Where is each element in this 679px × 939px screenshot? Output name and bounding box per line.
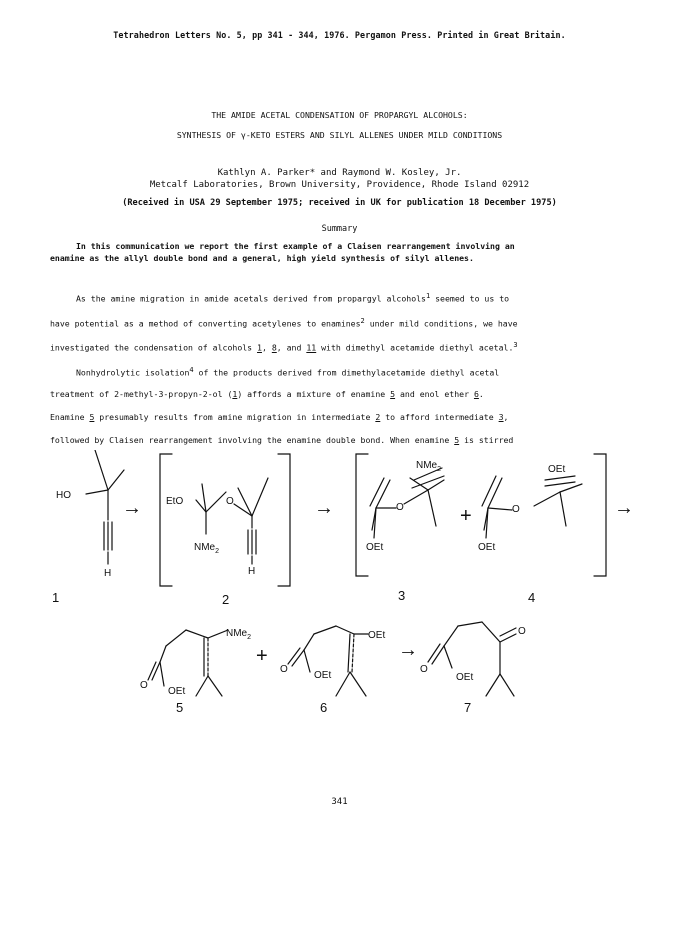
text-segment: Enamine [50, 412, 90, 422]
body-line-2 [50, 317, 518, 329]
compound-label-3: 3 [398, 588, 406, 603]
structure-7 [428, 622, 516, 696]
author-affiliation: Metcalf Laboratories, Brown University, Providence, Rhode Island 02912 [149, 180, 530, 190]
body-line-7 [50, 435, 513, 445]
label-nme2 [226, 628, 251, 641]
structure-5 [148, 630, 228, 696]
body-line-5 [50, 389, 484, 399]
text-segment: investigated the condensation of alcohols [50, 342, 258, 353]
compound-label-7: 7 [464, 700, 472, 715]
body-line-1 [76, 292, 509, 304]
compound-label-4: 4 [528, 590, 536, 605]
journal-header: Tetrahedron Letters No. 5, pp 341 - 344, 1976. Pergamon Press. Printed in Great Britain. [113, 30, 566, 40]
label-o: O [512, 504, 520, 515]
label-o: O [280, 664, 288, 675]
compound-label-1: 1 [52, 590, 60, 605]
text-segment: , [261, 342, 272, 353]
label-oet: OEt [314, 670, 332, 681]
compound-ref: 8 [271, 342, 277, 353]
compound-label-2: 2 [222, 592, 230, 607]
text-segment: have potential as a method of converting acetylenes to enamines [50, 318, 361, 329]
text-segment: under mild conditions, we have [364, 318, 518, 329]
compound-ref: 5 [390, 389, 396, 399]
compound-ref: 1 [257, 342, 262, 353]
label-oet: OEt [368, 630, 386, 641]
label-nme2 [194, 542, 219, 555]
text-segment: to afford intermediate [380, 412, 499, 422]
compound-ref: 2 [375, 412, 381, 422]
label-oet: OEt [548, 464, 566, 475]
compound-ref: 5 [89, 412, 95, 422]
subscript-2: 2 [215, 548, 220, 555]
text-segment: and enol ether [395, 389, 474, 399]
body-line-3 [50, 341, 518, 353]
label-eto: EtO [166, 496, 184, 507]
text-segment: seemed to us to [430, 293, 510, 304]
structure-6 [288, 626, 368, 696]
label-o: O [518, 626, 526, 637]
text-segment: . [478, 389, 484, 399]
body-line-4 [76, 366, 499, 378]
reaction-scheme [0, 450, 679, 720]
compound-ref: 3 [498, 412, 504, 422]
subscript-2: 2 [247, 634, 252, 641]
nme-text: NMe [226, 628, 248, 639]
text-segment: treatment of 2-methyl-3-propyn-2-ol ( [50, 389, 233, 399]
plus-sign: + [256, 645, 268, 667]
subscript-2: 2 [437, 466, 442, 473]
structure-1 [86, 450, 124, 564]
article-title-line-1: THE AMIDE ACETAL CONDENSATION OF PROPARGYL ALCOHOLS: [211, 110, 468, 120]
text-segment: with dimethyl acetamide diethyl acetal. [316, 342, 514, 353]
body-line-6 [50, 412, 508, 422]
plus-sign: + [460, 505, 472, 527]
reference-superscript: 2 [360, 317, 365, 325]
summary-line-2: enamine as the allyl double bond and a general, high yield synthesis of silyl allenes. [50, 253, 474, 263]
text-segment: ) affords a mixture of enamine [237, 389, 391, 399]
label-oet: OEt [168, 686, 186, 697]
reaction-arrow: → [314, 497, 334, 519]
label-oet: OEt [478, 542, 496, 553]
compound-ref: 1 [232, 389, 238, 399]
compound-label-5: 5 [176, 700, 184, 715]
nme-text: NMe [194, 542, 216, 553]
structure-2 [160, 454, 290, 586]
reference-superscript: 1 [425, 292, 431, 300]
reference-superscript: 3 [513, 341, 518, 349]
reaction-arrow: → [122, 497, 142, 519]
text-segment: , and [276, 342, 307, 353]
label-ho: HO [56, 490, 71, 501]
text-segment: followed by Claisen rearrangement involving the enamine double bond. When enamine [50, 435, 455, 445]
compound-ref: 11 [306, 342, 317, 353]
text-segment: of the products derived from dimethylacetamide diethyl acetal [193, 367, 500, 378]
text-segment: , [503, 412, 509, 422]
label-o: O [420, 664, 428, 675]
label-oet: OEt [456, 672, 474, 683]
summary-line-1: In this communication we report the first example of a Claisen rearrangement involving an [76, 241, 515, 251]
article-title-line-2: SYNTHESIS OF γ-KETO ESTERS AND SILYL ALLENES UNDER MILD CONDITIONS [176, 130, 503, 140]
reaction-arrow: → [614, 497, 634, 519]
compound-ref: 5 [454, 435, 460, 445]
text-segment: presumably results from amine migration in intermediate [94, 412, 376, 422]
label-o: O [140, 680, 148, 691]
reference-superscript: 4 [189, 366, 194, 374]
page-number: 341 [331, 797, 348, 807]
reaction-arrow: → [398, 639, 418, 661]
summary-heading: Summary [321, 224, 358, 234]
compound-ref: 6 [473, 389, 479, 399]
received-dates: (Received in USA 29 September 1975; received in UK for publication 18 December 1975) [122, 198, 557, 208]
label-h: H [104, 568, 112, 579]
nme-text: NMe [416, 460, 438, 471]
compound-label-6: 6 [320, 700, 328, 715]
author-names: Kathlyn A. Parker* and Raymond W. Kosley, Jr. [217, 168, 462, 178]
text-segment: is stirred [459, 435, 514, 445]
structure-3-and-4 [356, 454, 606, 576]
text-segment: As the amine migration in amide acetals derived from propargyl alcohols [76, 293, 426, 304]
label-o: O [226, 496, 234, 507]
label-nme2 [416, 460, 441, 473]
text-segment: Nonhydrolytic isolation [76, 367, 190, 378]
label-o: O [396, 502, 404, 513]
label-h: H [248, 566, 256, 577]
label-oet: OEt [366, 542, 384, 553]
